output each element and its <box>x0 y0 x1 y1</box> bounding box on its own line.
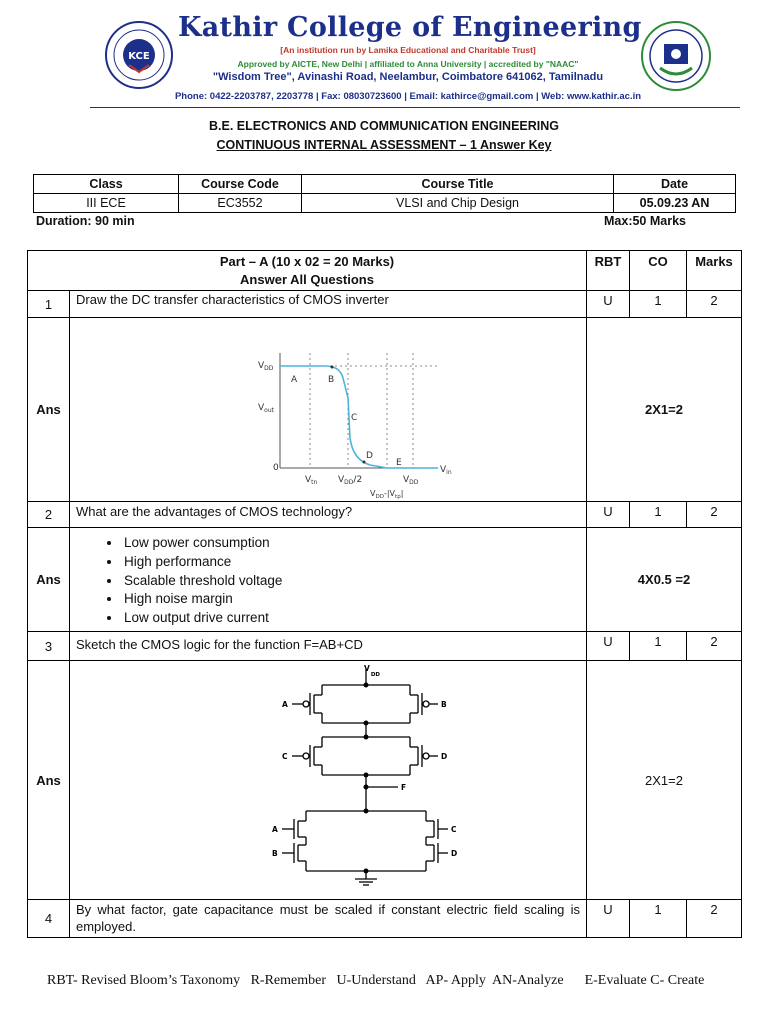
duration: Duration: 90 min <box>36 214 135 228</box>
info-header-date: Date <box>614 175 736 194</box>
input-c-nmos: C <box>451 825 457 834</box>
approval-line: Approved by AICTE, New Delhi | affiliated to Anna University | accredited by "NAAC" <box>237 59 579 69</box>
col-marks: Marks <box>687 251 742 291</box>
college-name: Kathir College of Engineering <box>178 12 642 43</box>
q2-answer-marks: 4X0.5 =2 <box>587 528 742 632</box>
svg-text:Vin <box>440 465 452 476</box>
circuit-vdd: V <box>364 664 370 673</box>
tick-vdd-vtp-sub: DD <box>375 494 384 500</box>
input-a-nmos: A <box>272 825 278 834</box>
svg-text:VDD/2 <box>338 475 362 486</box>
q4-rbt: U <box>587 900 630 938</box>
transfer-curve <box>280 366 438 468</box>
q4-co: 1 <box>630 900 687 938</box>
advantage-item: • High noise margin <box>122 590 586 609</box>
label-vdd: V <box>258 361 265 371</box>
region-d: D <box>366 451 373 461</box>
q4-marks: 2 <box>687 900 742 938</box>
assessment-title-text: CONTINUOUS INTERNAL ASSESSMENT – 1 Answer Key <box>216 138 552 152</box>
q2-ans-label: Ans <box>28 528 70 632</box>
info-class: III ECE <box>34 194 179 213</box>
tick-vdd-half-sub: DD <box>344 479 354 486</box>
svg-text:Vtn <box>305 475 318 486</box>
col-co: CO <box>630 251 687 291</box>
header-divider <box>90 107 740 108</box>
info-date: 05.09.23 AN <box>614 194 736 213</box>
footer-legend: RBT- Revised Bloom’s Taxonomy R-Remember U-Understand AP- Apply AN-Analyze E-Evaluate C- Create <box>47 973 705 988</box>
tick-vtn: V <box>305 475 312 485</box>
col-rbt: RBT <box>587 251 630 291</box>
department-title: B.E. ELECTRONICS AND COMMUNICATION ENGINEERING <box>208 119 559 133</box>
q2-answer-cell <box>70 528 587 632</box>
info-header-course-title: Course Title <box>302 175 614 194</box>
advantage-item: • Low output drive current <box>122 609 586 628</box>
q4-number: 4 <box>28 900 70 938</box>
trust-line: [An institution run by Lamika Educational and Charitable Trust] <box>280 45 536 55</box>
input-a-pmos: A <box>282 700 288 709</box>
q1-answer-cell <box>70 318 587 502</box>
q3-answer-cell <box>70 661 587 900</box>
label-vin: V <box>440 465 447 475</box>
q3-co: 1 <box>630 632 687 661</box>
q3-text: Sketch the CMOS logic for the function F=AB+CD <box>70 632 587 661</box>
address-line: "Wisdom Tree", Avinashi Road, Neelambur, Coimbatore 641062, Tamilnadu <box>212 71 604 83</box>
info-course-code: EC3552 <box>179 194 302 213</box>
region-b: B <box>328 375 335 385</box>
logo-left-text: KCE <box>128 51 150 62</box>
q1-rbt: U <box>587 291 630 318</box>
q2-co: 1 <box>630 502 687 528</box>
q1-co: 1 <box>630 291 687 318</box>
region-a: A <box>291 375 298 385</box>
info-header-course-code: Course Code <box>179 175 302 194</box>
advantage-item: • High performance <box>122 553 586 572</box>
input-d-nmos: D <box>451 849 458 858</box>
tick-vdd-vtp-end: | <box>400 489 404 498</box>
svg-text:VDD-|Vtp| <box>370 489 403 500</box>
region-e: E <box>396 458 402 468</box>
contact-line: Phone: 0422-2203787, 2203778 | Fax: 08030723600 | Email: kathirce@gmail.com | Web: www.kathir.ac.in <box>174 91 642 102</box>
tick-vdd-vtp-sub2: tp <box>395 494 401 500</box>
q2-text: What are the advantages of CMOS technology? <box>70 502 587 528</box>
q2-rbt: U <box>587 502 630 528</box>
svg-text:Vout <box>258 403 275 414</box>
label-vout-sub: out <box>264 407 274 414</box>
circuit-vdd-sub: DD <box>370 672 380 678</box>
label-vdd-sub: DD <box>264 365 274 372</box>
q2-number: 2 <box>28 502 70 528</box>
tick-vdd-vtp: V <box>370 489 376 498</box>
part-a-heading <box>28 251 587 291</box>
q3-number: 3 <box>28 632 70 661</box>
q1-number: 1 <box>28 291 70 318</box>
q3-rbt: U <box>587 632 630 661</box>
tick-vdd-sub: DD <box>409 479 419 486</box>
q3-answer-marks: 2X1=2 <box>587 661 742 900</box>
part-a-subtitle: Answer All Questions <box>240 272 374 287</box>
part-a-table <box>27 250 742 938</box>
cmos-logic-circuit-diagram <box>70 661 587 899</box>
dc-transfer-characteristics-graph <box>70 318 587 501</box>
label-vout: V <box>258 403 265 413</box>
advantage-item: • Low power consumption <box>122 534 586 553</box>
tick-vdd-half: V <box>338 475 345 485</box>
info-course-title: VLSI and Chip Design <box>302 194 614 213</box>
input-c-pmos: C <box>282 752 288 761</box>
region-c: C <box>351 413 358 423</box>
output-f: F <box>401 783 407 792</box>
origin-zero: 0 <box>273 463 279 473</box>
input-b-nmos: B <box>272 849 278 858</box>
q1-marks: 2 <box>687 291 742 318</box>
advantages-list <box>70 534 586 628</box>
tick-vdd-half-suffix: /2 <box>353 475 363 485</box>
assessment-title <box>0 138 768 152</box>
course-info-table <box>33 174 736 213</box>
institution-badge-logo-right-icon <box>640 20 712 92</box>
input-b-pmos: B <box>441 700 447 709</box>
q1-answer-marks: 2X1=2 <box>587 318 742 502</box>
tick-vdd-vtp-suffix: -|V <box>383 489 396 498</box>
svg-text:VDD <box>258 361 274 372</box>
label-vin-sub: in <box>446 469 452 476</box>
tick-vtn-sub: tn <box>311 479 318 486</box>
q2-marks: 2 <box>687 502 742 528</box>
svg-text:VDD <box>403 475 419 486</box>
advantage-item: • Scalable threshold voltage <box>122 572 586 591</box>
part-a-title: Part – A (10 x 02 = 20 Marks) <box>219 254 395 269</box>
q1-ans-label: Ans <box>28 318 70 502</box>
q3-marks: 2 <box>687 632 742 661</box>
input-d-pmos: D <box>441 752 448 761</box>
q3-ans-label: Ans <box>28 661 70 900</box>
info-header-class: Class <box>34 175 179 194</box>
q4-text: By what factor, gate capacitance must be scaled if constant electric field scaling is employed. <box>70 900 587 938</box>
tick-vdd: V <box>403 475 410 485</box>
max-marks: Max:50 Marks <box>604 214 686 228</box>
q1-text: Draw the DC transfer characteristics of CMOS inverter <box>70 291 587 318</box>
